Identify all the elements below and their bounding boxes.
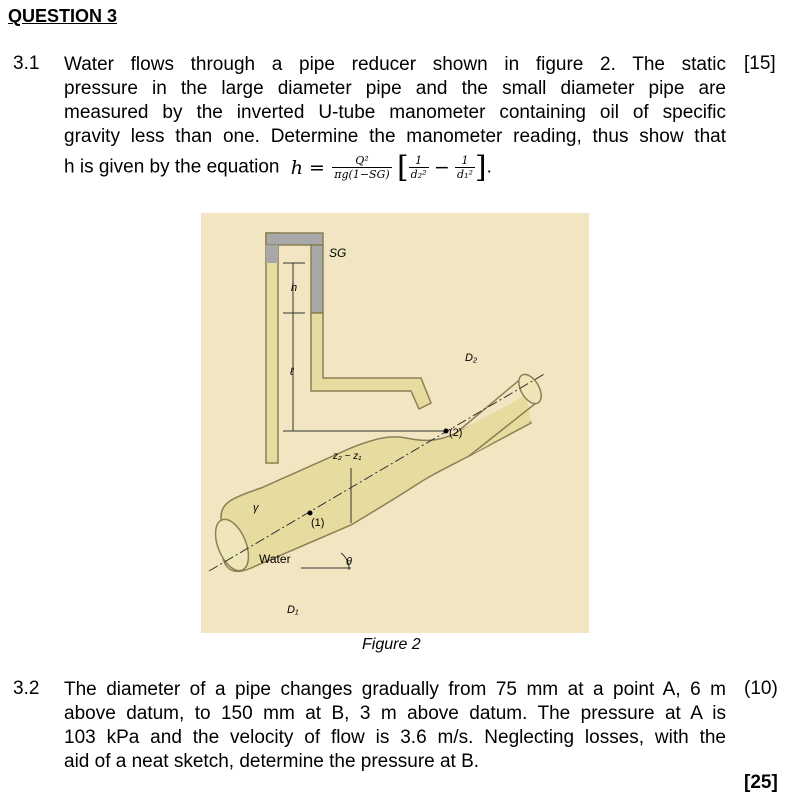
point-2-marker — [444, 429, 449, 434]
marks-3-1: [15] — [744, 53, 776, 74]
equation-denominator: πg(1−SG) — [334, 168, 390, 181]
label-point-1: (1) — [311, 517, 325, 529]
question-3-2-text — [64, 678, 726, 774]
manometer-left-leg — [266, 233, 278, 463]
q32-line-1: The diameter of a pipe changes gradually from 75 mm at a point A, 6 m — [64, 679, 726, 700]
equation-lhs: h = — [290, 156, 325, 179]
manometer-right-oil — [311, 245, 323, 313]
fraction-1-denominator: d₂² — [410, 168, 427, 181]
equation-main-fraction — [332, 154, 391, 181]
label-sg: SG — [329, 246, 347, 260]
label-l: ℓ — [290, 366, 294, 378]
question-number-3-2: 3.2 — [13, 678, 40, 699]
equation-fraction-1 — [409, 154, 429, 181]
total-marks: [25] — [744, 772, 778, 793]
right-bracket: ] — [474, 150, 487, 185]
label-point-2: (2) — [449, 427, 463, 439]
equation-numerator: Q² — [332, 154, 391, 168]
q31-line-4: gravity less than one. Determine the manometer reading, thus show that — [64, 126, 726, 147]
q31-line-3: measured by the inverted U-tube manometer containing oil of specific — [64, 102, 726, 123]
equation-prefix: h is given by the equation — [64, 156, 280, 178]
q32-line-4: aid of a neat sketch, determine the pressure at B. — [64, 751, 480, 772]
label-z2-z1: z₂ − z₁ — [333, 451, 362, 462]
question-heading: QUESTION 3 — [8, 6, 118, 26]
q32-line-2: above datum, to 150 mm at B, 3 m above datum. The pressure at A is — [64, 703, 726, 724]
q31-line-1: Water flows through a pipe reducer shown in figure 2. The static — [64, 54, 726, 75]
left-bracket: [ — [396, 150, 409, 185]
equation-line — [64, 150, 492, 190]
fraction-2-numerator: 1 — [455, 154, 475, 168]
question-3-1-text — [64, 53, 726, 149]
q31-line-2: pressure in the large diameter pipe and the small diameter pipe are — [64, 78, 726, 99]
label-theta: θ — [346, 556, 352, 568]
label-water: Water — [259, 552, 291, 566]
label-d2: D₂ — [465, 352, 478, 364]
question-number-3-1: 3.1 — [13, 53, 40, 74]
pipe-reducer-figure — [201, 213, 589, 633]
equation-end: . — [486, 156, 492, 178]
equation-fraction-2 — [455, 154, 475, 181]
label-h: h — [291, 282, 298, 294]
equation-minus: − — [433, 156, 450, 179]
q32-line-3: 103 kPa and the velocity of flow is 3.6 m/s. Neglecting losses, with the — [64, 727, 726, 748]
fraction-2-denominator: d₁² — [457, 168, 473, 181]
marks-3-2: (10) — [744, 678, 778, 699]
label-gamma: γ — [253, 502, 259, 514]
fraction-1-numerator: 1 — [409, 154, 429, 168]
manometer-left-oil — [266, 245, 278, 263]
manometer-top-oil — [266, 233, 323, 245]
point-1-marker — [308, 511, 313, 516]
figure-caption: Figure 2 — [362, 636, 421, 653]
label-d1: D₁ — [287, 604, 299, 616]
